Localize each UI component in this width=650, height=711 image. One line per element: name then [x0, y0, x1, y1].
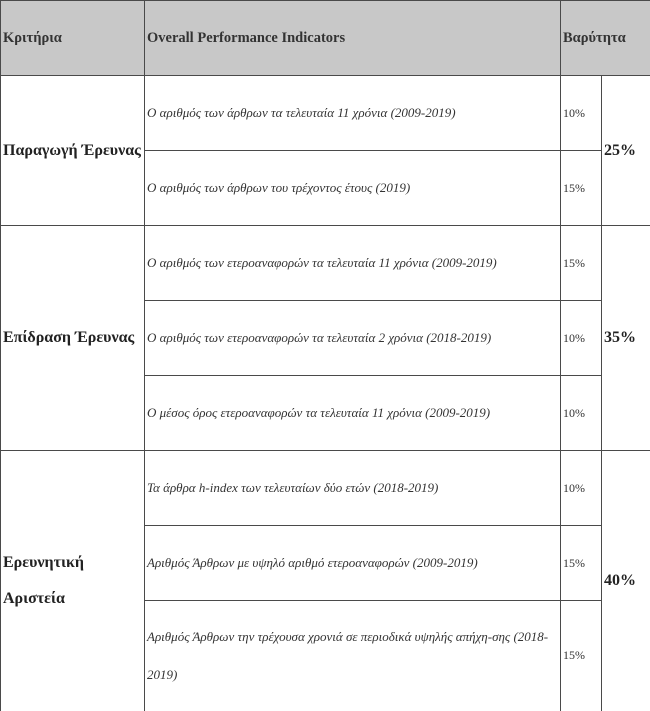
header-criteria: Κριτήρια	[1, 1, 145, 76]
table-row	[1, 226, 650, 301]
weight-cell: 15%	[561, 226, 602, 301]
indicator-cell: Ο αριθμός των άρθρων τα τελευταία 11 χρόνια (2009-2019)	[145, 76, 561, 151]
weight-cell: 10%	[561, 451, 602, 526]
weight-cell: 10%	[561, 376, 602, 451]
table-row	[1, 451, 650, 526]
header-indicators: Overall Performance Indicators	[145, 1, 561, 76]
header-weight: Βαρύτητα	[561, 1, 650, 76]
weight-cell: 15%	[561, 151, 602, 226]
table-row	[1, 76, 650, 151]
criterion-cell: Ερευνητική Αριστεία	[1, 451, 145, 711]
indicator-cell: Ο αριθμός των ετεροαναφορών τα τελευταία 2 χρόνια (2018-2019)	[145, 301, 561, 376]
group-total-cell: 35%	[602, 226, 650, 451]
weight-cell: 10%	[561, 301, 602, 376]
indicator-cell: Αριθμός Άρθρων με υψηλό αριθμό ετεροαναφορών (2009-2019)	[145, 526, 561, 601]
indicator-cell: Τα άρθρα h-index των τελευταίων δύο ετών (2018-2019)	[145, 451, 561, 526]
criterion-cell: Παραγωγή Έρευνας	[1, 76, 145, 226]
indicator-cell: Αριθμός Άρθρων την τρέχουσα χρονιά σε περιοδικά υψηλής απήχη-σης (2018-2019)	[145, 601, 561, 711]
group-total-cell: 40%	[602, 451, 650, 711]
header-row	[1, 1, 650, 76]
weight-cell: 15%	[561, 526, 602, 601]
criterion-cell: Επίδραση Έρευνας	[1, 226, 145, 451]
weight-cell: 15%	[561, 601, 602, 711]
indicator-cell: Ο αριθμός των άρθρων του τρέχοντος έτους (2019)	[145, 151, 561, 226]
indicator-cell: Ο μέσος όρος ετεροαναφορών τα τελευταία 11 χρόνια (2009-2019)	[145, 376, 561, 451]
weight-cell: 10%	[561, 76, 602, 151]
group-total-cell: 25%	[602, 76, 650, 226]
indicator-cell: Ο αριθμός των ετεροαναφορών τα τελευταία 11 χρόνια (2009-2019)	[145, 226, 561, 301]
